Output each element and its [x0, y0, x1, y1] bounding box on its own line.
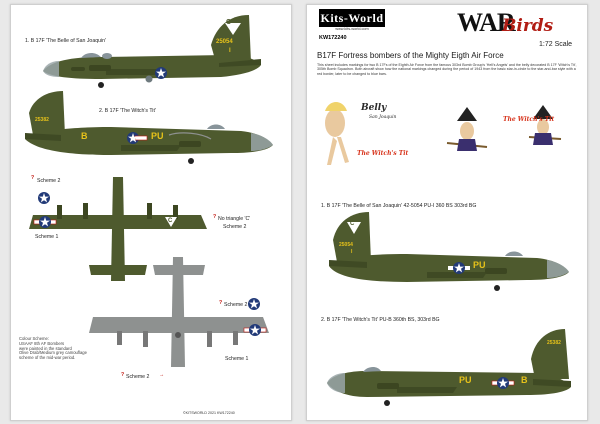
sheet-description: This sheet includes markings for two B 17Fs of the Eighth Air Force from the famous 303rd Bomb Group's 'Hell's Angels' and the belly decorated B 17F 'Witch's Tit', 305th Bomb Squadron. Both aircraft show how the national markings changed during the period of 1943 from the basic star-in-circle to the star-and-bar style with a red border, later to be changed to blue bars.: [317, 63, 577, 76]
star-and-bar-icon: [447, 261, 471, 275]
product-code: KW172240: [319, 35, 347, 41]
left-no-triangle: No triangle 'C': [218, 216, 251, 222]
star-and-bar-icon: [125, 131, 149, 145]
kitsworld-logo: Kits-World: [320, 11, 384, 25]
question-mark-icon: ?: [213, 214, 217, 220]
star-in-circle-icon: [151, 67, 171, 79]
question-mark-icon: ?: [121, 372, 125, 378]
left-scheme1-bottom: Scheme 1: [225, 356, 249, 362]
left-fuselage-letter1: I: [229, 48, 231, 54]
right-profile1-label: 1. B 17F 'The Belle of San Joaquin' 42-5054 PU-I 360 BS 303rd BG: [321, 203, 477, 209]
left-tail-letter1: C: [226, 19, 232, 26]
arrow-right-icon: →: [159, 372, 165, 378]
right-tail-letter1: C: [350, 221, 355, 227]
right-fuselage-letter2: B: [521, 375, 528, 385]
left-fuselage-letter2: B: [81, 131, 88, 141]
star-in-circle-icon: [37, 191, 51, 205]
nose-art-belly: Belly: [361, 103, 387, 113]
question-mark-icon: ?: [219, 300, 223, 306]
left-profile1-label: 1. B 17F 'The Belle of San Joaquin': [25, 38, 106, 44]
left-scheme2-mid: Scheme 2: [224, 302, 248, 308]
nose-art-witch2: The Witch's Tit: [503, 116, 555, 123]
star-and-bar-icon: [491, 376, 515, 390]
left-scheme2-top: Scheme 2: [37, 178, 61, 184]
star-and-bar-icon: [33, 215, 57, 229]
b17-profile-belle-decals: [307, 210, 587, 300]
brand-url: www.kits-world.com: [335, 27, 369, 31]
question-mark-icon: ?: [31, 175, 35, 181]
left-scheme1-top: Scheme 1: [35, 234, 59, 240]
warbirds-logo-birds: Birds: [502, 16, 554, 36]
star-and-bar-icon: [243, 323, 267, 337]
nose-art-witch1: The Witch's Tit: [357, 150, 409, 157]
right-decal-sheet: [306, 4, 588, 421]
right-fuselage-letter1: I: [351, 249, 353, 255]
left-instruction-sheet: [10, 4, 292, 421]
left-serial2: 25382: [35, 117, 49, 123]
left-scheme2-bottom: Scheme 2: [126, 374, 150, 380]
nose-art-figures: [307, 93, 587, 173]
left-scheme2-right: Scheme 2: [223, 224, 247, 230]
star-in-circle-icon: [247, 297, 261, 311]
right-serial2: 25382: [547, 340, 561, 346]
sheet-title: B17F Fortress bombers of the Mighty Eigth Air Force: [317, 51, 504, 60]
right-unit-code1: PU: [473, 260, 486, 270]
warbirds-logo-war: WAR: [457, 8, 515, 37]
nose-art-belly-sub: San Joaquin: [369, 115, 397, 120]
left-serial1: 25054: [216, 39, 233, 45]
left-unit-code2: PU: [151, 131, 164, 141]
scale-label: 1:72 Scale: [539, 41, 573, 48]
b17-profile-witch-decals: [307, 325, 587, 405]
right-profile2-label: 2. B 17F 'The Witch's Tit' PU-B 360th BS, 303rd BG: [321, 317, 440, 323]
left-wing-letter: C: [168, 218, 173, 224]
left-profile2-label: 2. B 17F 'The Witch's Tit': [99, 108, 156, 114]
right-serial1: 25054: [339, 242, 353, 248]
left-copyright: ©KITSWORLD 2021 KW172240: [183, 411, 235, 415]
colour-scheme-note: Colour Scheme: USAAF 8th AF Bombers were painted in the standard Olive Drab/Medium grey camouflage scheme of the mid-war period.: [19, 336, 87, 361]
right-unit-code2: PU: [459, 375, 472, 385]
